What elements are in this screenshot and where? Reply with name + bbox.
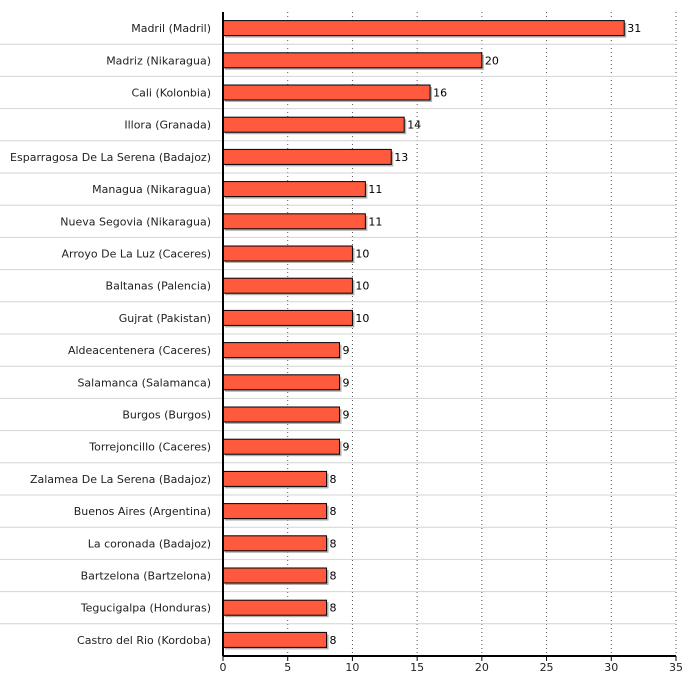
category-label: Arroyo De La Luz (Caceres) <box>61 247 211 261</box>
bar <box>223 632 327 647</box>
value-label: 8 <box>329 537 337 551</box>
x-tick-label: 5 <box>284 661 292 674</box>
category-label: La coronada (Badajoz) <box>87 537 211 551</box>
bar <box>223 246 352 261</box>
category-label: Buenos Aires (Argentina) <box>73 505 211 519</box>
category-label: Burgos (Burgos) <box>122 408 211 422</box>
category-labels <box>10 22 211 647</box>
value-label: 10 <box>355 247 370 261</box>
bar <box>223 439 339 454</box>
category-label: Bartzelona (Bartzelona) <box>80 569 211 583</box>
category-label: Baltanas (Palencia) <box>105 279 211 293</box>
x-tick-label: 25 <box>539 661 554 674</box>
category-label: Esparragosa De La Serena (Badajoz) <box>10 150 211 164</box>
bar <box>223 310 352 325</box>
value-label: 13 <box>394 150 409 164</box>
x-tick-labels <box>220 656 684 674</box>
bar <box>223 375 339 390</box>
bar <box>223 407 339 422</box>
value-label: 10 <box>355 311 370 325</box>
bars <box>223 21 626 650</box>
category-label: Torrejoncillo (Caceres) <box>89 440 211 454</box>
bar <box>223 471 327 486</box>
bar <box>223 214 365 229</box>
category-label: Gujrat (Pakistan) <box>118 311 211 325</box>
value-label: 11 <box>368 215 383 229</box>
value-label: 9 <box>342 440 350 454</box>
value-label: 8 <box>329 472 337 486</box>
x-tick-label: 0 <box>219 661 227 674</box>
category-label: Nueva Segovia (Nikaragua) <box>60 215 211 229</box>
bar <box>223 85 430 100</box>
bar <box>223 568 327 583</box>
category-label: Illora (Granada) <box>124 118 211 132</box>
value-label: 8 <box>329 601 337 615</box>
bar <box>223 504 327 519</box>
value-label: 31 <box>627 22 642 36</box>
x-tick-label: 20 <box>474 661 489 674</box>
x-tick-label: 10 <box>345 661 360 674</box>
bar <box>223 343 339 358</box>
value-label: 10 <box>355 279 370 293</box>
x-tick-label: 35 <box>669 661 683 674</box>
x-tick-label: 30 <box>604 661 619 674</box>
value-labels <box>330 22 642 647</box>
category-label: Aldeacentenera (Caceres) <box>67 344 211 358</box>
category-label: Madril (Madril) <box>131 22 211 36</box>
bar <box>223 117 404 132</box>
value-label: 9 <box>342 408 350 422</box>
bar <box>223 600 327 615</box>
bar <box>223 278 352 293</box>
value-label: 8 <box>329 569 337 583</box>
category-label: Zalamea De La Serena (Badajoz) <box>29 472 211 486</box>
category-label: Tegucigalpa (Honduras) <box>80 601 211 615</box>
value-label: 20 <box>484 54 499 68</box>
category-label: Salamanca (Salamanca) <box>77 376 211 390</box>
value-label: 8 <box>329 633 337 647</box>
bar <box>223 21 624 36</box>
value-label: 11 <box>368 183 383 197</box>
value-label: 9 <box>342 344 350 358</box>
category-label: Castro del Rio (Kordoba) <box>77 633 211 647</box>
bar <box>223 182 365 197</box>
value-label: 16 <box>433 86 448 100</box>
x-tick-label: 15 <box>410 661 425 674</box>
category-label: Managua (Nikaragua) <box>92 183 211 197</box>
value-label: 14 <box>407 118 422 132</box>
bar <box>223 53 482 68</box>
bar <box>223 536 327 551</box>
bar <box>223 149 391 164</box>
category-label: Cali (Kolonbia) <box>131 86 211 100</box>
value-label: 9 <box>342 376 350 390</box>
value-label: 8 <box>329 505 337 519</box>
category-label: Madriz (Nikaragua) <box>106 54 211 68</box>
